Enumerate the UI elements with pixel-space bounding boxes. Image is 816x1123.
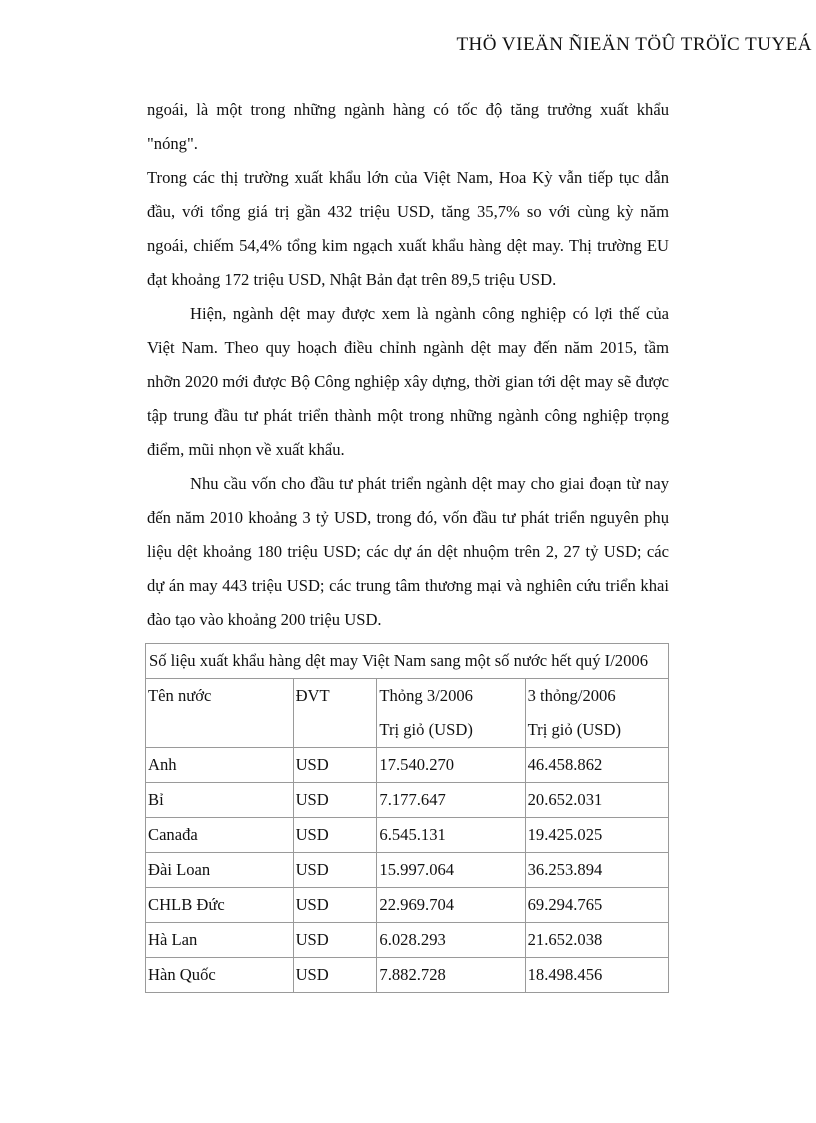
cell-march: 6.545.131: [377, 818, 525, 853]
cell-q1: 46.458.862: [525, 748, 668, 783]
cell-q1: 36.253.894: [525, 853, 668, 888]
body-text: [147, 93, 669, 637]
header-q1-period: 3 thỏng/2006: [527, 686, 616, 705]
header-march: [377, 679, 525, 748]
cell-unit: USD: [293, 853, 377, 888]
table-row: [146, 923, 669, 958]
cell-unit: USD: [293, 923, 377, 958]
cell-unit: USD: [293, 958, 377, 993]
cell-country: CHLB Đức: [146, 888, 294, 923]
cell-march: 6.028.293: [377, 923, 525, 958]
cell-q1: 69.294.765: [525, 888, 668, 923]
cell-unit: USD: [293, 818, 377, 853]
table-header-row: [146, 679, 669, 748]
cell-march: 15.997.064: [377, 853, 525, 888]
paragraph: ngoái, là một trong những ngành hàng có tốc độ tăng trưởng xuất khẩu "nóng".: [147, 100, 669, 153]
cell-march: 17.540.270: [377, 748, 525, 783]
table-row: [146, 748, 669, 783]
page-header: THÖ VIEÄN ÑIEÄN TÖÛ TRÖÏC TUYEÁ: [456, 34, 812, 55]
cell-march: 7.177.647: [377, 783, 525, 818]
cell-q1: 21.652.038: [525, 923, 668, 958]
cell-country: Bỉ: [146, 783, 294, 818]
header-march-value: Trị giỏ (USD): [379, 720, 473, 739]
paragraph: Trong các thị trường xuất khẩu lớn của Việt Nam, Hoa Kỳ vẫn tiếp tục dẫn đầu, với tổng giá trị gần 432 triệu USD, tăng 35,7% so với cùng kỳ năm ngoái, chiếm 54,4% tổng kim ngạch xuất khẩu hàng dệt may. Thị trường EU đạt khoảng 172 triệu USD, Nhật Bản đạt trên 89,5 triệu USD.: [147, 168, 669, 289]
paragraph: Nhu cầu vốn cho đầu tư phát triển ngành dệt may cho giai đoạn từ nay đến năm 2010 khoảng 3 tỷ USD, trong đó, vốn đầu tư phát triển nguyên phụ liệu dệt khoảng 180 triệu USD; các dự án dệt nhuộm trên 2, 27 tỷ USD; các dự án may 443 triệu USD; các trung tâm thương mại và nghiên cứu triển khai đào tạo vào khoảng 200 triệu USD.: [147, 474, 669, 629]
table-title-row: [146, 644, 669, 679]
header-q1-value: Trị giỏ (USD): [527, 720, 622, 739]
cell-q1: 20.652.031: [525, 783, 668, 818]
cell-country: Anh: [146, 748, 294, 783]
cell-unit: USD: [293, 888, 377, 923]
table-title: Số liệu xuất khẩu hàng dệt may Việt Nam sang một số nước hết quý I/2006: [146, 644, 669, 679]
header-unit: ĐVT: [293, 679, 377, 748]
cell-unit: USD: [293, 783, 377, 818]
cell-country: Canađa: [146, 818, 294, 853]
cell-country: Hàn Quốc: [146, 958, 294, 993]
cell-march: 7.882.728: [377, 958, 525, 993]
paragraph: Hiện, ngành dệt may được xem là ngành công nghiệp có lợi thế của Việt Nam. Theo quy hoạch điều chỉnh ngành dệt may đến năm 2015, tầm nhỡn 2020 mới được Bộ Công nghiệp xây dựng, thời gian tới dệt may sẽ được tập trung đầu tư phát triển thành một trong những ngành công nghiệp trọng điểm, mũi nhọn về xuất khẩu.: [147, 304, 669, 459]
cell-march: 22.969.704: [377, 888, 525, 923]
header-q1: [525, 679, 668, 748]
header-march-period: Thỏng 3/2006: [379, 686, 473, 705]
table-row: [146, 818, 669, 853]
table-row: [146, 888, 669, 923]
table-row: [146, 958, 669, 993]
cell-country: Đài Loan: [146, 853, 294, 888]
table-row: [146, 853, 669, 888]
table-row: [146, 783, 669, 818]
cell-q1: 19.425.025: [525, 818, 668, 853]
cell-q1: 18.498.456: [525, 958, 668, 993]
cell-country: Hà Lan: [146, 923, 294, 958]
cell-unit: USD: [293, 748, 377, 783]
export-stats-table: [145, 643, 669, 993]
header-country: Tên nước: [146, 679, 294, 748]
